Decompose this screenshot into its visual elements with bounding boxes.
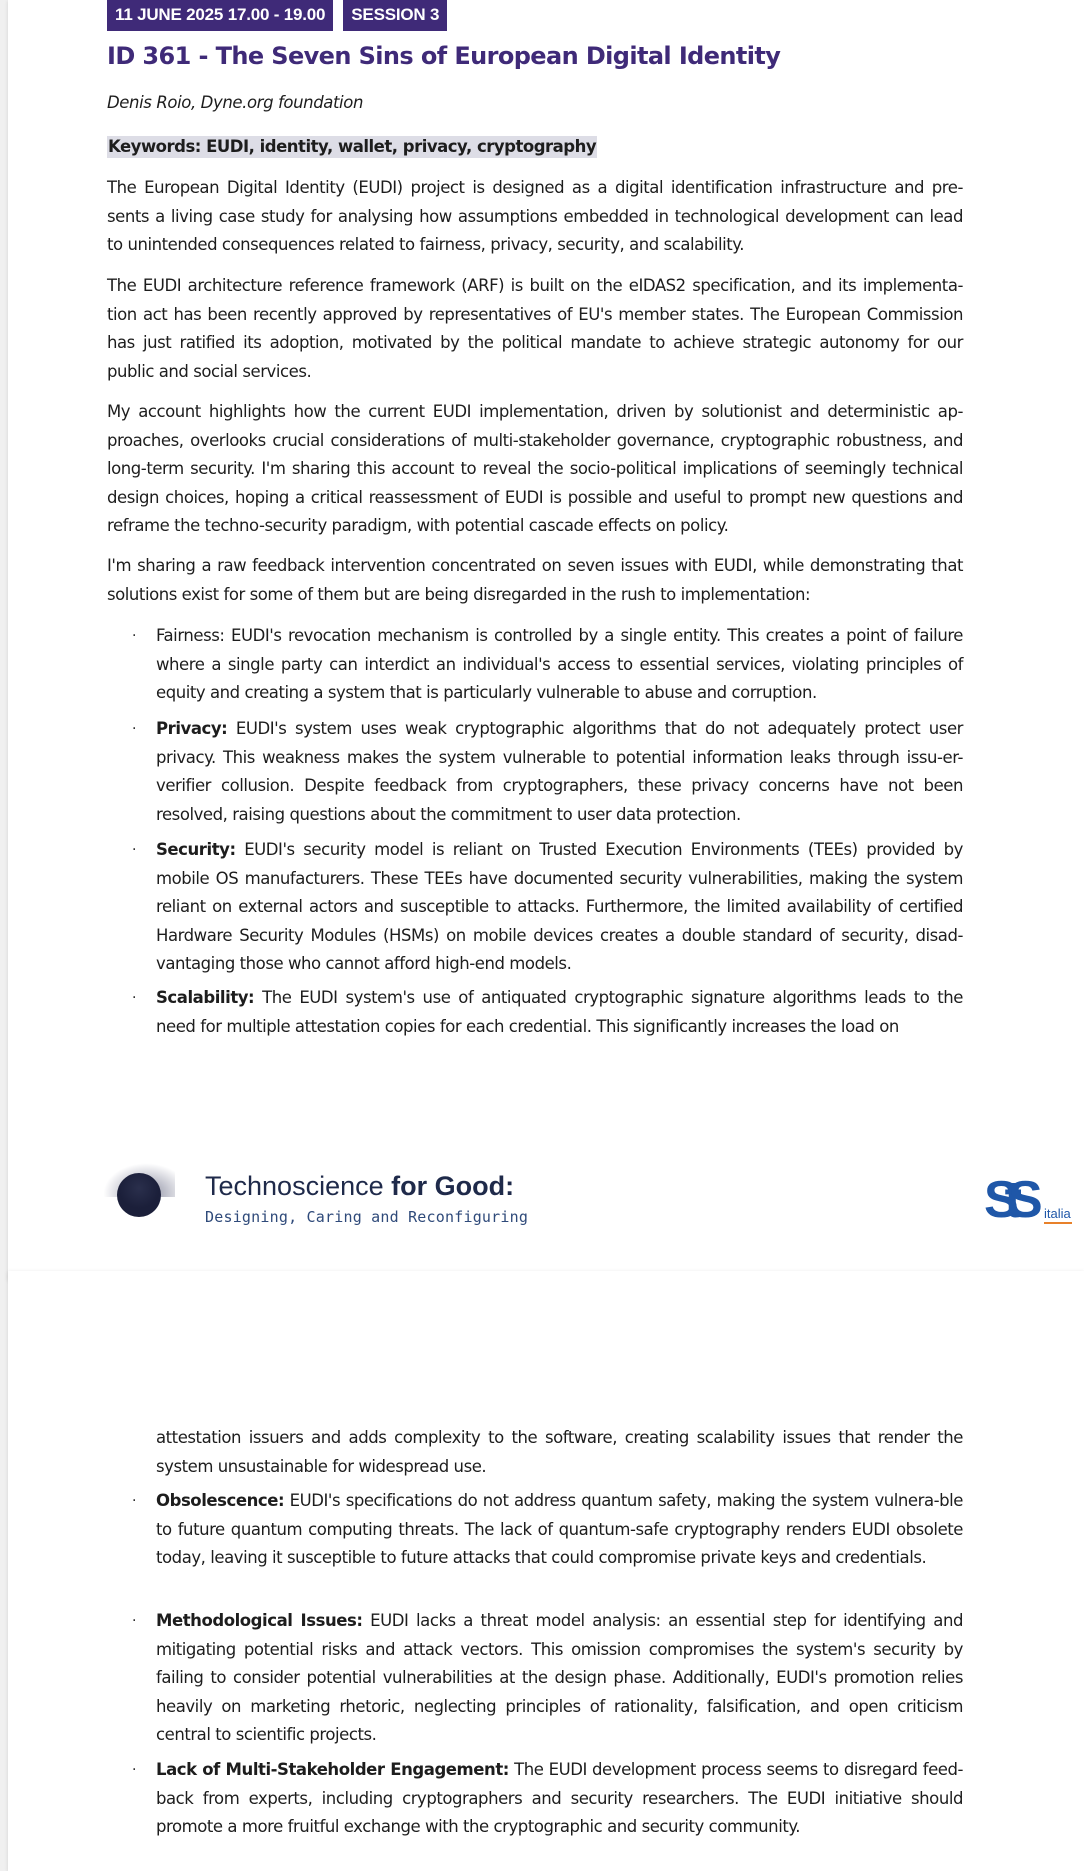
bullet-term: Methodological Issues: bbox=[156, 1611, 363, 1630]
brand-subtitle: Designing, Caring and Reconfiguring bbox=[205, 1208, 529, 1226]
paragraph-4: I'm sharing a raw feedback intervention concentrated on seven issues with EUDI, while demonstrating that solutions exist for some of them but are being disregarded in the rush to implementation: bbox=[107, 556, 963, 604]
keywords-line: Keywords: EUDI, identity, wallet, privacy, cryptography bbox=[108, 137, 597, 156]
bullet-text: EUDI lacks a threat model analysis: an essential step for identifying and mitigating potential risks and attack vectors. This omission compromises the system's security by failing to consider potential vulnerabilities at the design phase. Additionally, EUDI's promotion relies heavily on marketing rhetoric, neglecting principles of rationality, falsification, and open criticism central to scientific projects. bbox=[156, 1611, 963, 1744]
bullet-term: Scalability: bbox=[156, 988, 255, 1007]
bullet-text: EUDI's system uses weak cryptographic algorithms that do not adequately protect user privacy. This weakness makes the system vulnerable to potential information leaks through issu-er-verifier collusion. Despite feedback from cryptographers, these privacy concerns have not been resolved, raising questions about the commitment to user data protection. bbox=[156, 719, 963, 824]
page-1 bbox=[8, 0, 1084, 1280]
bullet-text: EUDI's security model is reliant on Trusted Execution Environments (TEEs) provided by mobile OS manufacturers. These TEEs have documented security vulnerabilities, making the system reliant on external actors and susceptible to attacks. Furthermore, the limited availability of certified Hardware Security Modules (HSMs) on mobile devices creates a double standard of security, disad-vantaging those who cannot afford high-end models. bbox=[156, 840, 963, 973]
page-2 bbox=[8, 1271, 1084, 1871]
bullet-dot: · bbox=[132, 990, 137, 1006]
date-tag: 11 JUNE 2025 17.00 - 19.00 bbox=[107, 0, 333, 31]
list-item bbox=[132, 836, 963, 979]
bullet-term: Security: bbox=[156, 840, 236, 859]
list-item bbox=[132, 984, 963, 1041]
bullet-text: The EUDI development process seems to disregard feed-back from experts, including cryptographers and security researchers. The EUDI initiative should promote a more fruitful exchange with the cryptographic and security community. bbox=[156, 1760, 964, 1836]
bullet-term: Privacy: bbox=[156, 719, 228, 738]
bullet-dot: · bbox=[132, 628, 137, 644]
list-item bbox=[132, 1487, 963, 1573]
list-item bbox=[132, 622, 963, 708]
list-item bbox=[132, 1756, 964, 1842]
paragraph-3: My account highlights how the current EUDI implementation, driven by solutionist and deterministic ap-proaches, overlooks crucial considerations of multi-stakeholder governance, cryptographic robustness, and long-term security. I'm sharing this account to reveal the socio-political implications of seemingly technical design choices, hoping a critical reassessment of EUDI is possible and useful to prompt new questions and reframe the techno-security paradigm, with potential cascade effects on policy. bbox=[107, 402, 963, 535]
bullet-dot: · bbox=[132, 1762, 137, 1778]
paragraph-continuation: attestation issuers and adds complexity to the software, creating scalability issues that render the system unsustainable for widespread use. bbox=[156, 1428, 963, 1476]
bullet-dot: · bbox=[132, 721, 137, 737]
bullet-term: Obsolescence: bbox=[156, 1491, 285, 1510]
abstract-title: ID 361 - The Seven Sins of European Digital Identity bbox=[107, 42, 781, 70]
bullet-text: Fairness: EUDI's revocation mechanism is controlled by a single entity. This creates a point of failure where a single party can interdict an individual's access to essential services, violating principles of equity and creating a system that is particularly vulnerable to abuse and corruption. bbox=[156, 626, 963, 702]
session-header bbox=[107, 0, 447, 31]
orb-icon bbox=[117, 1173, 161, 1217]
bullet-dot: · bbox=[132, 1613, 137, 1629]
bullet-text: EUDI's specifications do not address quantum safety, making the system vulnera-ble to future quantum computing threats. The lack of quantum-safe cryptography renders EUDI obsolete today, leaving it susceptible to future attacks that could compromise private keys and credentials. bbox=[156, 1491, 963, 1567]
list-item bbox=[132, 1607, 963, 1750]
bullet-text: The EUDI system's use of antiquated cryptographic signature algorithms leads to the need for multiple attestation copies for each credential. This significantly increases the load on bbox=[156, 988, 963, 1036]
bullet-term: Lack of Multi-Stakeholder Engagement: bbox=[156, 1760, 509, 1779]
author-line: Denis Roio, Dyne.org foundation bbox=[107, 93, 363, 112]
list-item bbox=[132, 715, 963, 829]
sts-italia-logo-icon bbox=[984, 1171, 1080, 1229]
bullet-dot: · bbox=[132, 842, 137, 858]
paragraph-2: The EUDI architecture reference framework (ARF) is built on the eIDAS2 specification, and its implementa-tion act has been recently approved by representatives of EU's member states. The European Commission has just ratified its adoption, motivated by the political mandate to achieve strategic autonomy for our public and social services. bbox=[107, 276, 963, 381]
svg-text:StS: StS bbox=[984, 1171, 1029, 1229]
bullet-dot: · bbox=[132, 1493, 137, 1509]
session-tag: SESSION 3 bbox=[343, 0, 447, 31]
brand-title: Technoscience for Good: bbox=[205, 1171, 515, 1201]
paragraph-1: The European Digital Identity (EUDI) project is designed as a digital identification infrastructure and pre-sents a living case study for analysing how assumptions embedded in technological development can lead to unintended consequences related to fairness, privacy, security, and scalability. bbox=[107, 178, 963, 254]
logo-italia-text: italia bbox=[1044, 1206, 1071, 1221]
